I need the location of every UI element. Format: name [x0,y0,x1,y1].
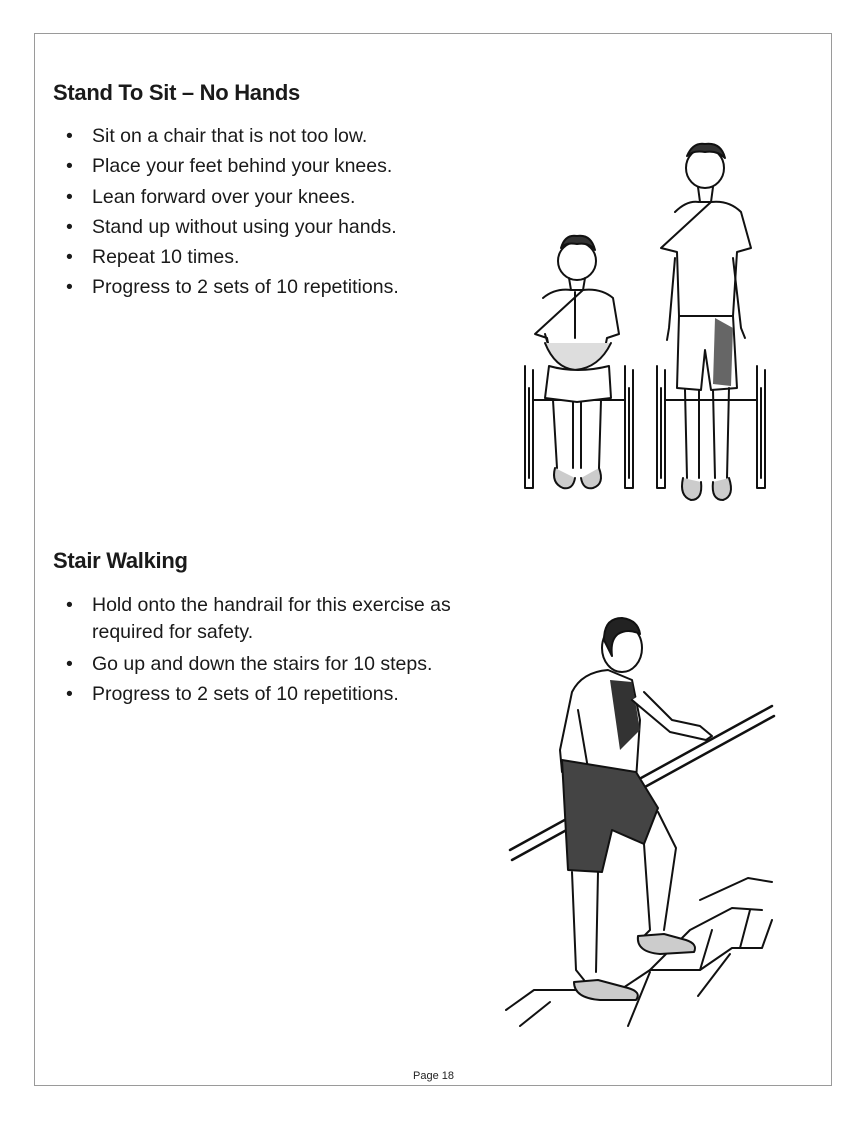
instruction-item: • Place your feet behind your knees. [66,151,399,181]
section-title-stand-to-sit: Stand To Sit – No Hands [53,80,300,105]
instruction-item: • Go up and down the stairs for 10 steps. [66,649,496,679]
instruction-item: • Hold onto the handrail for this exercise as required for safety. [66,592,496,646]
man-stair-walking-illustration [500,600,785,1030]
stair-walking-instructions [66,592,496,710]
page-number: Page 18 [413,1070,454,1082]
instruction-item: • Stand up without using your hands. [66,212,399,242]
instruction-item: • Sit on a chair that is not too low. [66,121,399,151]
stand-to-sit-instructions [66,121,399,303]
instruction-item: • Progress to 2 sets of 10 repetitions. [66,679,496,709]
woman-sit-to-stand-illustration [515,138,775,513]
instruction-item: • Progress to 2 sets of 10 repetitions. [66,272,399,302]
section-title-stair-walking: Stair Walking [53,548,188,573]
instruction-item: • Lean forward over your knees. [66,182,399,212]
instruction-item: • Repeat 10 times. [66,242,399,272]
